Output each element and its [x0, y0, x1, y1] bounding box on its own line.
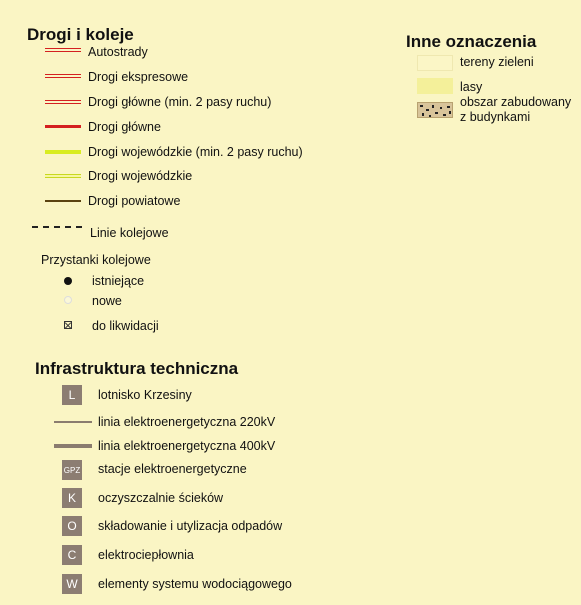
legend-label-istniejace: istniejące: [92, 274, 145, 288]
legend-label-wodociagi: elementy systemu wodociągowego: [98, 577, 292, 591]
legend-label-drogi-wojewodzkie: Drogi wojewódzkie: [88, 169, 193, 183]
airport-icon: L: [62, 385, 82, 405]
legend-label-drogi-powiatowe: Drogi powiatowe: [88, 194, 181, 208]
legend-label-drogi-glowne: Drogi główne: [88, 120, 161, 134]
legend-label-drogi-ekspresowe: Drogi ekspresowe: [88, 70, 189, 84]
double-red-line-icon: [45, 100, 81, 104]
legend-label-linia-400kv: linia elektroenergetyczna 400kV: [98, 439, 276, 453]
other-section-title: Inne oznaczenia: [406, 32, 537, 51]
legend-label-do-likwidacji: do likwidacji: [92, 319, 159, 333]
legend-label-linie-kolejowe: Linie kolejowe: [90, 226, 169, 240]
stations-subtitle: Przystanki kolejowe: [41, 253, 151, 267]
legend-label-autostrady: Autostrady: [88, 45, 148, 59]
brown-line-icon: [45, 200, 81, 202]
built-up-area-swatch-icon: [417, 102, 453, 118]
double-red-line-icon: [45, 48, 81, 52]
legend-label-linia-220kv: linia elektroenergetyczna 220kV: [98, 415, 276, 429]
legend-label-drogi-wojewodzkie-2pasy: Drogi wojewódzkie (min. 2 pasy ruchu): [88, 145, 303, 159]
green-area-swatch-icon: [417, 55, 453, 71]
legend-label-elektrocieplownia: elektrociepłownia: [98, 548, 194, 562]
legend-label-lasy: lasy: [460, 80, 483, 94]
dashed-black-line-icon: [32, 226, 82, 228]
empty-dot-icon: [64, 296, 72, 304]
legend-label-tereny-zieleni: tereny zieleni: [460, 55, 534, 69]
filled-dot-icon: [64, 277, 72, 285]
legend-label-obszar-zabudowany: obszar zabudowany: [460, 95, 572, 109]
forest-swatch-icon: [417, 78, 453, 94]
legend-label-skladowanie: składowanie i utylizacja odpadów: [98, 519, 283, 533]
legend-label-nowe: nowe: [92, 294, 122, 308]
water-system-icon: W: [62, 574, 82, 594]
thick-gray-line-icon: [54, 444, 92, 448]
waste-disposal-icon: O: [62, 516, 82, 536]
sewage-plant-icon: K: [62, 488, 82, 508]
legend-label-stacje: stacje elektroenergetyczne: [98, 462, 247, 476]
legend-label-oczyszczalnie: oczyszczalnie ścieków: [98, 491, 224, 505]
roads-section-title: Drogi i koleje: [27, 25, 134, 44]
heat-plant-icon: C: [62, 545, 82, 565]
legend-label-drogi-glowne-2pasy: Drogi główne (min. 2 pasy ruchu): [88, 95, 272, 109]
infra-section-title: Infrastruktura techniczna: [35, 359, 239, 378]
thick-red-line-icon: [45, 125, 81, 128]
crossed-square-icon: [64, 321, 72, 329]
thin-gray-line-icon: [54, 421, 92, 423]
double-red-line-icon: [45, 74, 81, 78]
power-station-icon: GPZ: [62, 460, 82, 480]
thick-yellow-line-icon: [45, 150, 81, 154]
double-yellow-line-icon: [45, 174, 81, 178]
legend-label-z-budynkami: z budynkami: [460, 110, 531, 124]
legend-label-lotnisko: lotnisko Krzesiny: [98, 388, 192, 402]
